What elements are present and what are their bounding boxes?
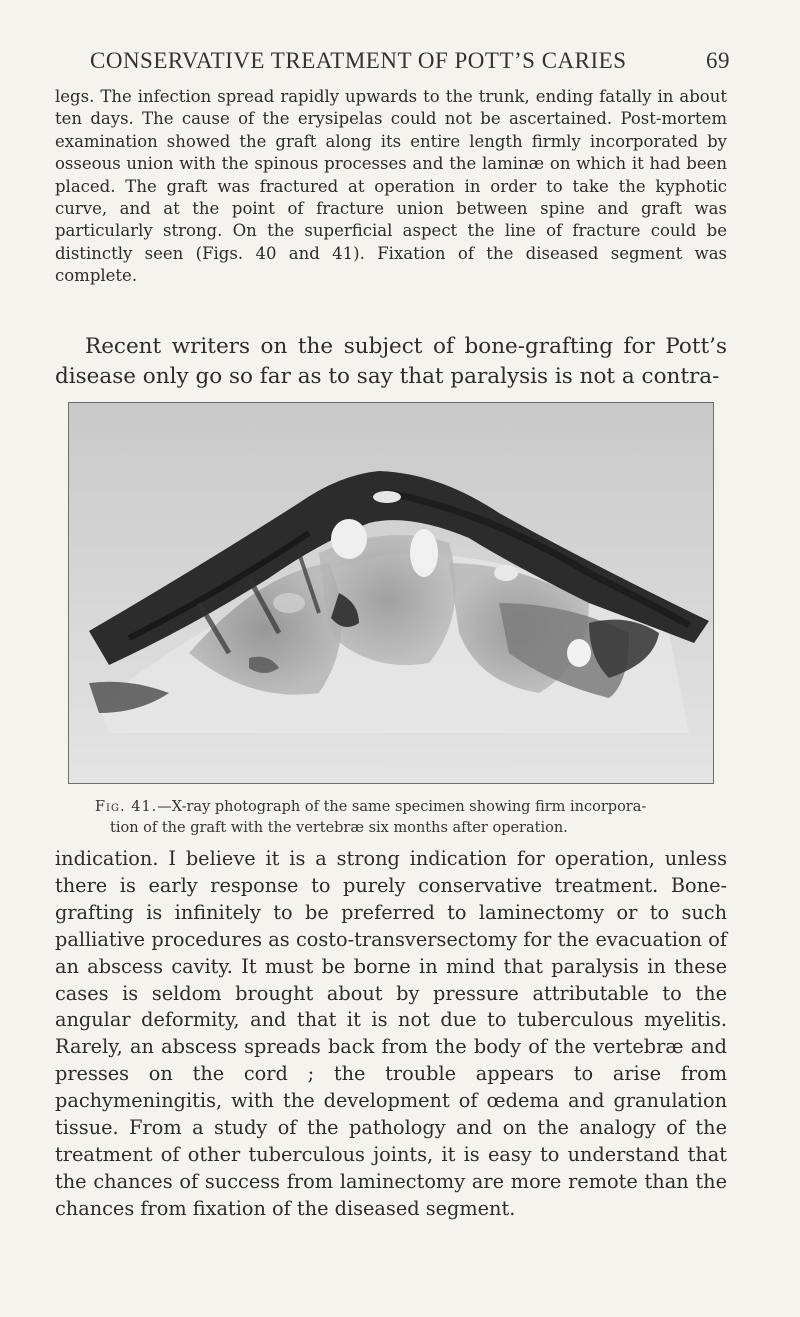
page-number: 69 (706, 48, 730, 73)
body-paragraph-2: Recent writers on the subject of bone-grafting for Pott’s disease only go so far as to say that paralysis is not a contra- (55, 334, 727, 389)
figure-label: Fig. 41. (95, 799, 158, 815)
caption-line-2: tion of the graft with the vertebræ six months after operation. (110, 820, 568, 836)
body-paragraph-1: legs. The infection spread rapidly upwards to the trunk, ending fatally in about ten days. The cause of the erysipelas could not be ascertained. Post-mortem examination showed the graft along its entire length firmly incorporated by osseous union with the spinous processes and the laminæ on which it had been placed. The graft was fractured at operation in order to take the kyphotic curve, and at the point of fracture union between spine and graft was particularly strong. On the superficial aspect the line of fracture could be distinctly seen (Figs. 40 and 41). Fixation of the diseased segment was complete. (55, 87, 727, 286)
running-head-title: CONSERVATIVE TREATMENT OF POTT’S CARIES (90, 48, 627, 73)
figure-caption (95, 797, 735, 839)
caption-line-1: —X-ray photograph of the same specimen showing firm incorpora- (157, 799, 647, 815)
xray-image (69, 403, 714, 784)
xray-figure (68, 402, 714, 784)
body-paragraph-3: indication. I believe it is a strong indication for operation, unless there is early response to purely conservative treatment. Bone-grafting is infinitely to be preferred to laminectomy or to such palliative procedures as costo-transversectomy for the evacuation of an abscess cavity. It must be borne in mind that paralysis in these cases is seldom brought about by pressure attributable to the angular deformity, and that it is not due to tuberculous myelitis. Rarely, an abscess spreads back from the body of the vertebræ and presses on the cord ; the trouble appears to arise from pachymeningitis, with the development of œdema and granulation tissue. From a study of the pathology and on the analogy of the treatment of other tuberculous joints, it is easy to understand that the chances of success from laminectomy are more remote than the chances from fixation of the diseased segment. (55, 847, 727, 1220)
